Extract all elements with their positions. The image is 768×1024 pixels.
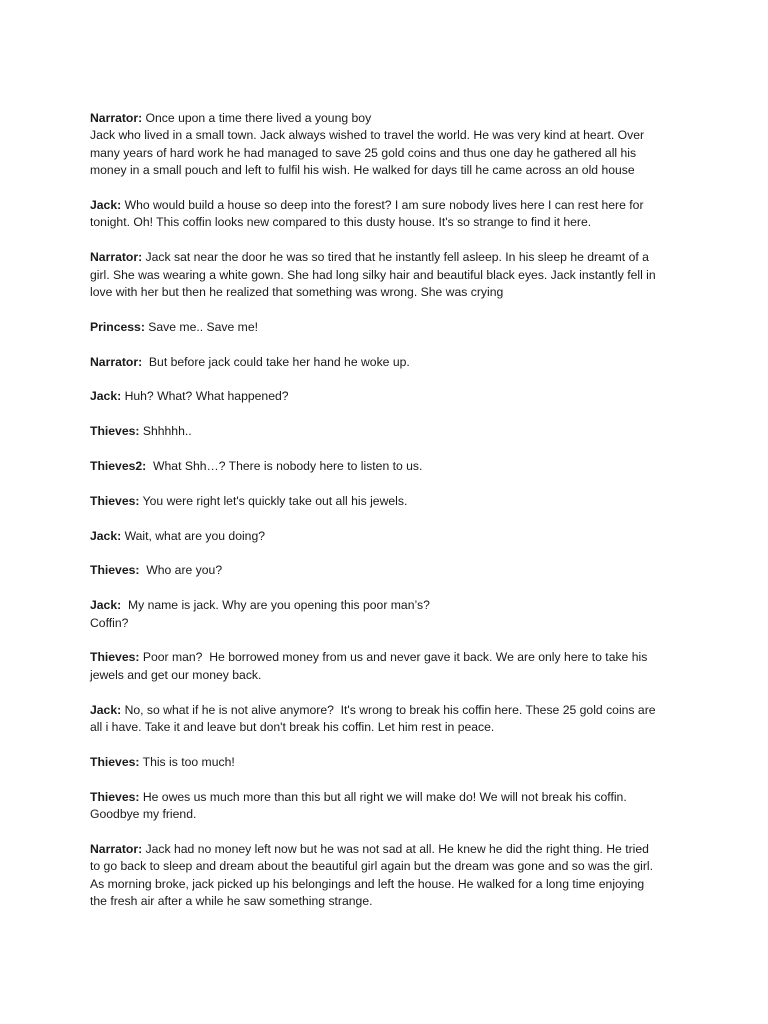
- speaker-name: Narrator:: [90, 841, 143, 856]
- dialogue-text: Jack sat near the door he was so tired that he instantly fell asleep. In his sleep he dreamt of a: [145, 250, 649, 265]
- dialogue-text: money in a small pouch and left to fulfil his wish. He walked for days till he came across an old house: [90, 163, 635, 178]
- dialogue-text: But before jack could take her hand he woke up.: [145, 354, 410, 369]
- dialogue-line: [90, 597, 690, 614]
- dialogue-line: [90, 284, 690, 301]
- speaker-name: Jack:: [90, 598, 122, 613]
- speaker-name: Narrator:: [90, 354, 143, 369]
- dialogue-line: [90, 493, 690, 510]
- dialogue-line: [90, 127, 690, 144]
- dialogue-text: many years of hard work he had managed to save 25 gold coins and thus one day he gathered all his: [90, 145, 637, 160]
- dialogue-line: [90, 458, 690, 475]
- dialogue-line: [90, 562, 690, 579]
- dialogue-line: [90, 528, 690, 545]
- dialogue-paragraph: [90, 388, 690, 405]
- speaker-name: Jack:: [90, 702, 122, 717]
- dialogue-paragraph: [90, 110, 690, 180]
- dialogue-text: What Shh…? There is nobody here to listen to us.: [149, 459, 423, 474]
- dialogue-line: [90, 754, 690, 771]
- dialogue-text: Shhhhh..: [142, 424, 192, 439]
- dialogue-text: to go back to sleep and dream about the beautiful girl again but the dream was gone and so was the girl.: [90, 859, 654, 874]
- dialogue-line: [90, 841, 690, 858]
- dialogue-text: He owes us much more than this but all right we will make do! We will not break his coffin.: [142, 789, 627, 804]
- dialogue-text: You were right let's quickly take out all his jewels.: [142, 493, 408, 508]
- dialogue-text: My name is jack. Why are you opening this poor man’s?: [124, 598, 430, 613]
- dialogue-paragraph: [90, 354, 690, 371]
- dialogue-paragraph: [90, 841, 690, 911]
- dialogue-text: Jack had no money left now but he was not sad at all. He knew he did the right thing. He tried: [145, 841, 649, 856]
- speaker-name: Thieves:: [90, 493, 140, 508]
- speaker-name: Jack:: [90, 389, 122, 404]
- speaker-name: Thieves2:: [90, 459, 147, 474]
- dialogue-text: Once upon a time there lived a young boy: [145, 111, 372, 125]
- dialogue-line: [90, 649, 690, 666]
- dialogue-paragraph: [90, 458, 690, 475]
- dialogue-paragraph: [90, 702, 690, 737]
- dialogue-text: Huh? What? What happened?: [124, 389, 289, 404]
- dialogue-text: Who are you?: [142, 563, 223, 578]
- dialogue-line: [90, 319, 690, 336]
- dialogue-text: love with her but then he realized that something was wrong. She was crying: [90, 285, 504, 300]
- dialogue-paragraph: [90, 493, 690, 510]
- dialogue-line: [90, 893, 690, 910]
- dialogue-line: [90, 214, 690, 231]
- dialogue-text: This is too much!: [142, 754, 235, 769]
- dialogue-line: [90, 423, 690, 440]
- dialogue-text: As morning broke, jack picked up his belongings and left the house. He walked for a long time enjoying: [90, 876, 645, 891]
- speaker-name: Narrator:: [90, 111, 143, 125]
- dialogue-line: [90, 858, 690, 875]
- dialogue-paragraph: [90, 197, 690, 232]
- dialogue-paragraph: [90, 649, 690, 684]
- dialogue-text: Who would build a house so deep into the forest? I am sure nobody lives here I can rest here for: [124, 198, 644, 213]
- speaker-name: Thieves:: [90, 650, 140, 665]
- dialogue-text: Goodbye my friend.: [90, 807, 197, 822]
- speaker-name: Thieves:: [90, 754, 140, 769]
- document-page: [90, 110, 690, 928]
- dialogue-paragraph: [90, 319, 690, 336]
- speaker-name: Thieves:: [90, 789, 140, 804]
- dialogue-paragraph: [90, 249, 690, 301]
- dialogue-line: [90, 145, 690, 162]
- speaker-name: Jack:: [90, 198, 122, 213]
- dialogue-paragraph: [90, 528, 690, 545]
- dialogue-text: Save me.. Save me!: [148, 319, 259, 334]
- dialogue-line: [90, 789, 690, 806]
- dialogue-line: [90, 197, 690, 214]
- speaker-name: Princess:: [90, 319, 145, 334]
- dialogue-paragraph: [90, 562, 690, 579]
- speaker-name: Narrator:: [90, 250, 143, 265]
- dialogue-text: tonight. Oh! This coffin looks new compared to this dusty house. It's so strange to find it here.: [90, 215, 592, 230]
- dialogue-line: [90, 806, 690, 823]
- dialogue-paragraph: [90, 597, 690, 632]
- dialogue-text: Jack who lived in a small town. Jack always wished to travel the world. He was very kind at heart. Over: [90, 128, 645, 143]
- dialogue-line: [90, 719, 690, 736]
- dialogue-text: Wait, what are you doing?: [124, 528, 266, 543]
- dialogue-text: No, so what if he is not alive anymore? It's wrong to break his coffin here. These 25 gold coins are: [124, 702, 656, 717]
- script-body: [90, 110, 690, 910]
- dialogue-paragraph: [90, 789, 690, 824]
- dialogue-text: all i have. Take it and leave but don't break his coffin. Let him rest in peace.: [90, 720, 495, 735]
- speaker-name: Jack:: [90, 528, 122, 543]
- dialogue-text: Coffin?: [90, 615, 129, 630]
- dialogue-line: [90, 876, 690, 893]
- dialogue-paragraph: [90, 754, 690, 771]
- speaker-name: Thieves:: [90, 424, 140, 439]
- dialogue-text: the fresh air after a while he saw something strange.: [90, 894, 373, 909]
- dialogue-line: [90, 615, 690, 632]
- dialogue-line: [90, 249, 690, 266]
- dialogue-text: girl. She was wearing a white gown. She had long silky hair and beautiful black eyes. Jack instantly fell in: [90, 267, 656, 282]
- dialogue-line: [90, 702, 690, 719]
- dialogue-line: [90, 162, 690, 179]
- dialogue-text: jewels and get our money back.: [90, 667, 262, 682]
- dialogue-paragraph: [90, 423, 690, 440]
- dialogue-line: [90, 354, 690, 371]
- dialogue-text: Poor man? He borrowed money from us and never gave it back. We are only here to take his: [142, 650, 648, 665]
- dialogue-line: [90, 110, 690, 127]
- dialogue-line: [90, 388, 690, 405]
- speaker-name: Thieves:: [90, 563, 140, 578]
- dialogue-line: [90, 267, 690, 284]
- dialogue-line: [90, 667, 690, 684]
